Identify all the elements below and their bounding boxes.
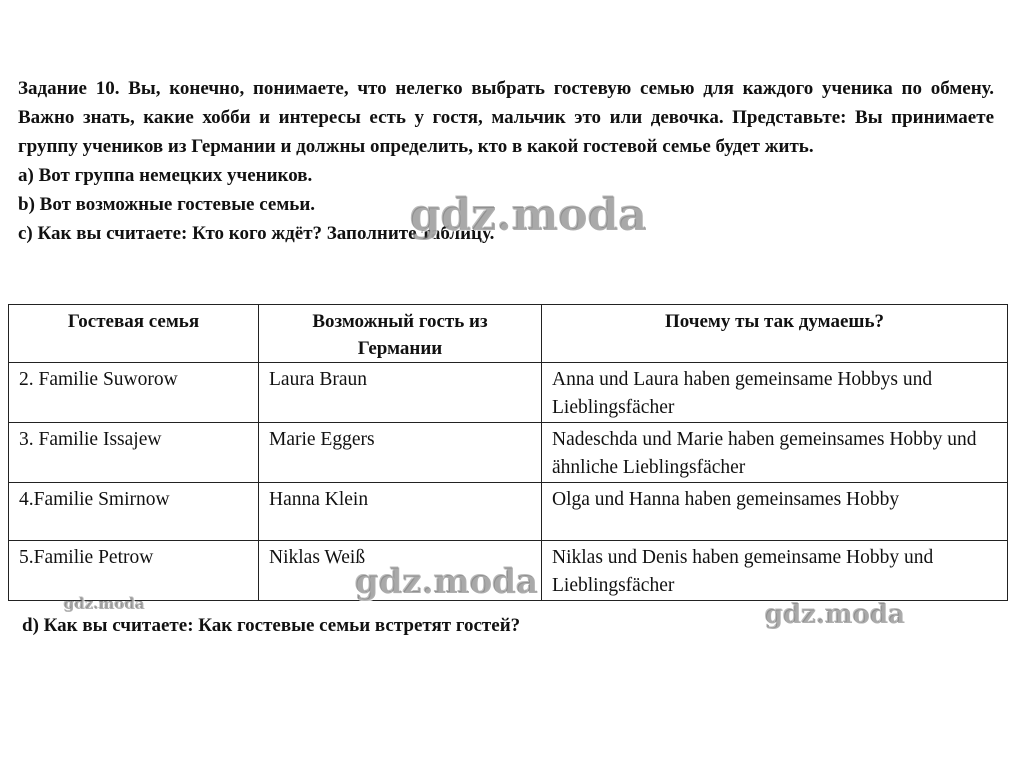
header-possible-guest: Возможный гость из Германии [259, 305, 542, 363]
watermark-logo: gdz.moda [355, 562, 539, 602]
task-text [18, 74, 994, 248]
watermark-logo: gdz.moda [64, 595, 145, 613]
cell-family: 5.Familie Petrow [9, 541, 259, 601]
task-paragraph: Задание 10. Вы, конечно, понимаете, что нелегко выбрать гостевую семью для каждого ученика по обмену. Важно знать, какие хобби и интересы есть у гостя, мальчик это или девочка. Представьте: Вы принимаете группу учеников из Германии и должны определить, кто в какой гостевой семье будет жить. [18, 78, 994, 157]
task-item-c: с) Как вы считаете: Кто кого ждёт? Заполните таблицу. [18, 223, 495, 244]
cell-reason: Nadeschda und Marie haben gemeinsames Hobby und ähnliche Lieblingsfächer [542, 423, 1008, 483]
table-row [9, 363, 1008, 423]
cell-reason: Anna und Laura haben gemeinsame Hobbys und Lieblingsfächer [542, 363, 1008, 423]
table-header-row [9, 305, 1008, 363]
header-why: Почему ты так думаешь? [542, 305, 1008, 363]
header-host-family: Гостевая семья [9, 305, 259, 363]
table-row [9, 483, 1008, 541]
question-d: d) Как вы считаете: Как гостевые семьи встретят гостей? [22, 615, 521, 636]
cell-guest: Marie Eggers [259, 423, 542, 483]
cell-family: 4.Familie Smirnow [9, 483, 259, 541]
cell-family: 2. Familie Suworow [9, 363, 259, 423]
cell-guest: Hanna Klein [259, 483, 542, 541]
cell-guest: Laura Braun [259, 363, 542, 423]
cell-reason: Niklas und Denis haben gemeinsame Hobby und Lieblingsfächer [542, 541, 1008, 601]
watermark-logo: gdz.moda [410, 190, 648, 241]
watermark-logo: gdz.moda [765, 600, 906, 630]
host-family-table [8, 304, 1008, 601]
table-row [9, 423, 1008, 483]
table-row [9, 541, 1008, 601]
task-item-b: b) Вот возможные гостевые семьи. [18, 194, 316, 215]
task-item-a: а) Вот группа немецких учеников. [18, 165, 313, 186]
cell-family: 3. Familie Issajew [9, 423, 259, 483]
cell-guest: Niklas Weiß [259, 541, 542, 601]
cell-reason: Olga und Hanna haben gemeinsames Hobby [542, 483, 1008, 541]
